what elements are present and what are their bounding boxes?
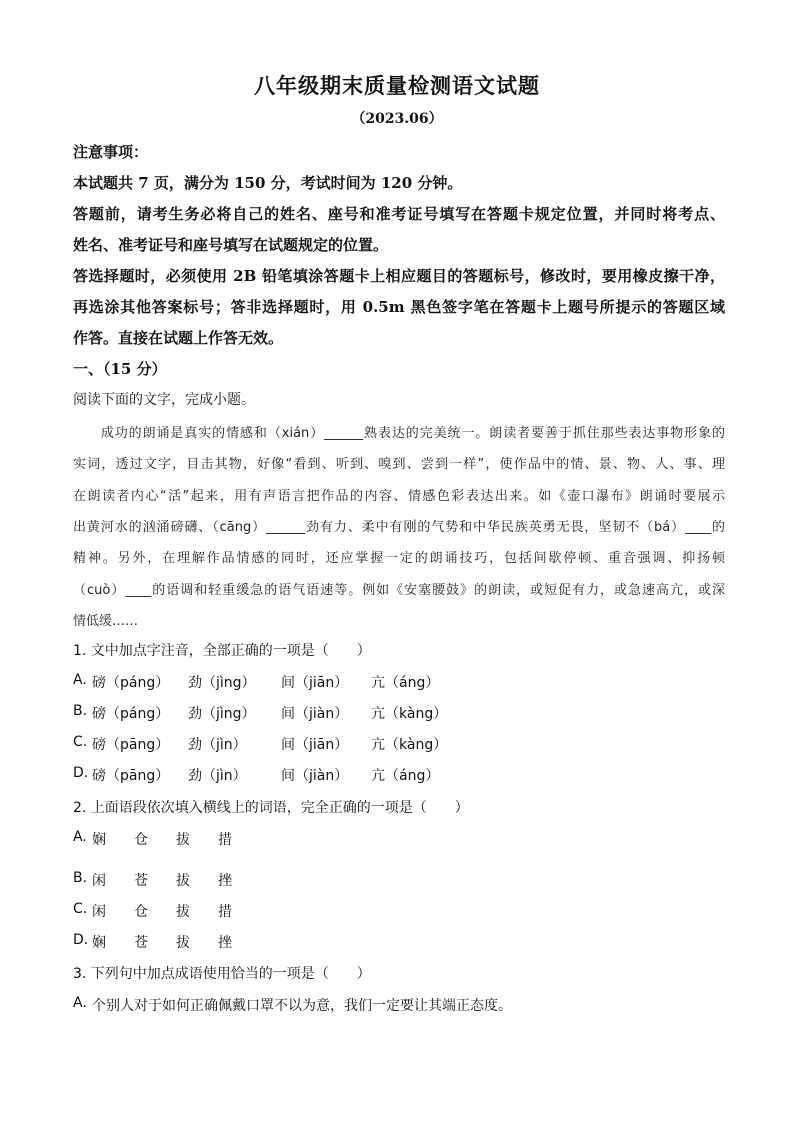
option-item: 磅（páng） — [92, 675, 170, 691]
option-label: A. — [73, 829, 87, 845]
option-item: 措 — [218, 904, 232, 920]
option-item: 挫 — [218, 935, 232, 951]
question-1-option-d[interactable] — [73, 765, 473, 785]
option-item: 劲（jìn） — [188, 737, 247, 753]
notice-line: 本试题共 7 页，满分为 150 分，考试时间为 120 分钟。 — [73, 174, 463, 192]
option-item: 苍 — [134, 935, 148, 951]
option-item: 拔 — [176, 904, 190, 920]
question-2-option-a[interactable] — [73, 829, 273, 849]
option-item: 磅（páng） — [92, 706, 170, 722]
exam-title: 八年级期末质量检测语文试题 — [254, 74, 540, 98]
option-item: 苍 — [134, 873, 148, 889]
option-label: B. — [73, 870, 88, 886]
section-heading: 一、（15 分） — [73, 360, 167, 378]
option-item: 间（jiàn） — [281, 768, 349, 784]
question-1-option-c[interactable] — [73, 734, 473, 754]
option-item: 拔 — [176, 832, 190, 848]
option-label: D. — [73, 765, 89, 781]
option-label: D. — [73, 932, 89, 948]
passage-line: 精神。另外，在理解作品情感的同时，还应掌握一定的朗诵技巧，包括间歇停顿、重音强调、抑扬顿 — [73, 551, 725, 566]
option-item: 劲（jìn） — [188, 768, 247, 784]
option-item: 亢（áng） — [371, 768, 440, 784]
option-item: 个别人对于如何正确佩戴口罩不以为意，我们一定要让其端正态度。 — [92, 998, 512, 1014]
notice-line: 作答。直接在试题上作答无效。 — [73, 329, 284, 347]
question-3-option-a[interactable] — [73, 995, 593, 1015]
option-item: 亢（kàng） — [371, 706, 448, 722]
option-item: 磅（pāng） — [92, 768, 170, 784]
question-2-option-d[interactable] — [73, 932, 273, 952]
option-label: A. — [73, 672, 87, 688]
question-2-option-b[interactable] — [73, 870, 273, 890]
option-item: 娴 — [92, 832, 106, 848]
option-item: 间（jiān） — [281, 737, 349, 753]
option-item: 亢（áng） — [371, 675, 440, 691]
option-label: A. — [73, 995, 87, 1011]
notice-heading: 注意事项： — [73, 143, 149, 161]
option-item: 闲 — [92, 873, 106, 889]
question-2-option-c[interactable] — [73, 901, 273, 921]
notice-line: 答题前，请考生务必将自己的姓名、座号和准考证号填写在答题卡规定位置，并同时将考点、 — [73, 205, 725, 223]
notice-line: 姓名、准考证号和座号填写在试题规定的位置。 — [73, 236, 389, 254]
option-item: 劲（jìng） — [188, 675, 256, 691]
exam-date: （2023.06） — [351, 111, 443, 127]
question-1-option-a[interactable] — [73, 672, 473, 692]
passage-line: 情低缓…… — [73, 614, 139, 629]
option-item: 拔 — [176, 873, 190, 889]
option-item: 拔 — [176, 935, 190, 951]
question-2-stem: 2. 上面语段依次填入横线上的词语，完全正确的一项是（ ） — [73, 800, 469, 816]
notice-line: 答选择题时，必须使用 2B 铅笔填涂答题卡上相应题目的答题标号，修改时，要用橡皮擦干净， — [73, 267, 725, 285]
option-item: 磅（pāng） — [92, 737, 170, 753]
notice-line: 再选涂其他答案标号；答非选择题时，用 0.5m 黑色签字笔在答题卡上题号所提示的答题区域 — [73, 298, 725, 316]
question-1-option-b[interactable] — [73, 703, 473, 723]
option-item: 闲 — [92, 904, 106, 920]
option-item: 间（jiàn） — [281, 706, 349, 722]
passage-line: （cuò）____的语调和轻重缓急的语气语速等。例如《安塞腰鼓》的朗读，或短促有力，或急速高亢，或深 — [73, 583, 725, 598]
passage-line: 出黄河水的汹涌磅礴、（cāng）______劲有力、柔中有刚的气势和中华民族英勇无畏，坚韧不（bá）____的 — [73, 520, 725, 535]
passage-line: 在朗读者内心“活”起来，用有声语言把作品的内容、情感色彩表达出来。如《壶口瀑布》朗诵时要展示 — [73, 489, 725, 504]
option-item: 亢（kàng） — [371, 737, 448, 753]
question-3-stem: 3. 下列句中加点成语使用恰当的一项是（ ） — [73, 966, 371, 982]
option-item: 间（jiān） — [281, 675, 349, 691]
option-label: B. — [73, 703, 88, 719]
option-label: C. — [73, 901, 88, 917]
option-item: 措 — [218, 832, 232, 848]
section-instruction: 阅读下面的文字，完成小题。 — [73, 392, 255, 408]
option-label: C. — [73, 734, 88, 750]
passage-line: 成功的朗诵是真实的情感和（xián）______熟表达的完美统一。朗读者要善于抓住那些表达事物形象的 — [73, 426, 725, 441]
option-item: 仓 — [134, 832, 148, 848]
option-item: 挫 — [218, 873, 232, 889]
option-item: 仓 — [134, 904, 148, 920]
option-item: 娴 — [92, 935, 106, 951]
option-item: 劲（jìng） — [188, 706, 256, 722]
passage-line: 实词，透过文字，目击其物，好像“看到、听到、嗅到、尝到一样”，使作品中的情、景、物、人、事、理 — [73, 457, 725, 472]
question-1-stem: 1. 文中加点字注音，全部正确的一项是（ ） — [73, 643, 371, 659]
